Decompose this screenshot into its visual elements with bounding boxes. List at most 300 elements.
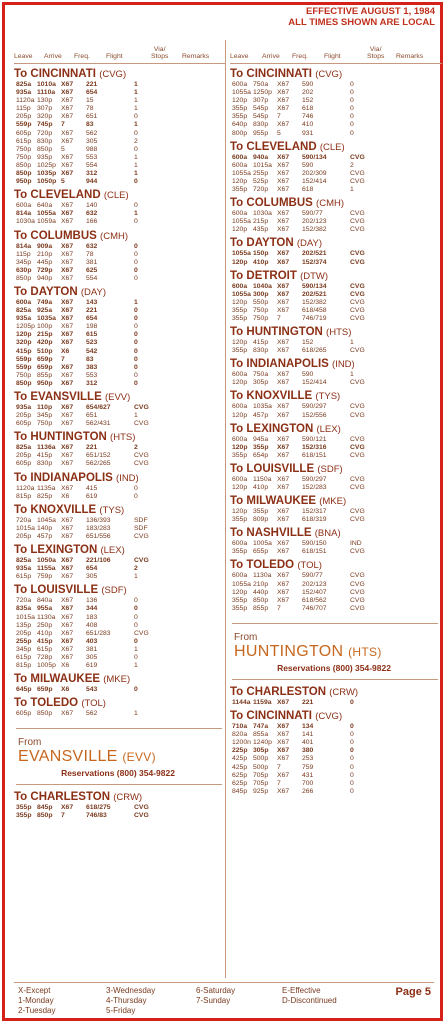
via-stops: 0 [134,178,138,186]
frequency: 5 [277,129,281,137]
via-stops: 0 [134,363,138,371]
frequency: X67 [277,451,290,459]
via-stops: 1 [134,573,138,581]
arrive-time: 759p [37,573,53,581]
frequency: X67 [277,787,290,795]
via-stops: 0 [134,266,138,274]
leave-time: 615p [16,573,32,581]
via-stops: CVG [350,282,365,290]
arrive-time: 500p [253,755,269,763]
arrive-time: 750a [253,81,269,88]
via-stops: 0 [134,129,138,137]
flight-row [232,218,442,226]
leave-time: 355p [16,812,32,820]
leave-time: 355p [232,516,248,524]
flight-row [16,323,226,331]
arrive-time: 750p [253,306,269,314]
flight-row [232,476,442,484]
arrive-time: 550p [253,298,269,306]
flight-number: 305 [86,573,98,581]
via-stops: 0 [134,331,138,339]
via-stops: SDF [134,516,148,524]
frequency: X67 [61,516,74,524]
flight-number: 759 [302,763,314,771]
arrive-time: 300p [253,290,269,298]
flight-row [232,780,442,788]
arrive-time: 150p [253,250,269,258]
flight-number: 590 [302,81,314,88]
leave-time: 640p [232,121,248,129]
flight-row [232,772,442,780]
flight-number: 554 [86,161,98,169]
destination-heading: To MILWAUKEE (MKE) [230,495,347,508]
via-stops: CVG [134,452,149,460]
leave-time: 1055a [232,89,251,97]
arrive-time: 415p [37,452,53,460]
leave-time: 630p [16,266,32,274]
flight-row [232,484,442,492]
destination-heading: To LEXINGTON (LEX) [14,544,125,557]
flight-number: 931 [302,129,314,137]
via-stops: 0 [134,492,138,500]
frequency: X67 [277,226,290,234]
frequency: X67 [277,379,290,387]
flight-number: 553 [86,371,98,379]
leave-time: 615p [16,653,32,661]
flight-number: 615 [86,331,98,339]
leave-time: 135p [16,621,32,629]
leave-time: 600a [16,202,32,210]
flight-row [16,573,226,581]
frequency: X67 [61,379,74,387]
flight-number: 152/316 [302,443,327,451]
legend-item: 4-Thursday [106,996,147,1005]
frequency: X67 [61,621,74,629]
flight-row [232,755,442,763]
flight-row [16,97,226,105]
via-stops: CVG [350,580,365,588]
frequency: X67 [277,588,290,596]
arrive-time: 850p [37,812,53,820]
destination-heading: To DAYTON (DAY) [230,237,323,250]
leave-time: 1205p [16,323,35,331]
via-stops: 0 [350,779,354,787]
leave-time: 559p [16,121,32,129]
flight-number: 553 [86,153,98,161]
via-stops: 0 [350,747,354,755]
flight-number: 415 [86,484,98,492]
flight-row [16,517,226,525]
leave-time: 1144a [232,698,251,706]
arrive-time: 1240p [253,739,272,747]
leave-time: 600a [232,540,248,548]
flight-row [16,533,226,541]
arrive-time: 855p [37,371,53,379]
flight-number: 136/393 [86,516,111,524]
leave-time: 355p [232,314,248,322]
local-times-note: ALL TIMES SHOWN ARE LOCAL [288,17,435,28]
destination-heading: To TOLEDO (TOL) [230,559,322,572]
flight-row [16,89,226,97]
frequency: X67 [277,153,290,161]
leave-time: 1200n [232,739,251,747]
flight-number: 183/283 [86,524,111,532]
leave-time: 845p [232,787,248,795]
arrive-time: 440p [253,588,269,596]
frequency: X67 [61,323,74,331]
flight-number: 618/265 [302,347,327,355]
via-stops: 0 [134,323,138,331]
flight-number: 410 [302,121,314,129]
flight-number: 632 [86,210,98,218]
flight-number: 183 [86,613,98,621]
flight-row [16,654,226,662]
frequency: X67 [277,121,290,129]
via-stops: 2 [134,444,138,452]
flight-number: 134 [302,723,314,731]
arrive-time: 307p [253,97,269,105]
flight-row [16,259,226,267]
via-stops: CVG [350,508,365,516]
via-stops: 0 [350,105,354,113]
right-schedule [230,68,442,613]
via-stops: 0 [350,97,354,105]
leave-time: 750p [16,145,32,153]
leave-time: 825a [16,557,32,565]
arrive-time: 809p [253,516,269,524]
arrive-time: 210p [37,250,53,258]
flight-number: 152/374 [302,258,327,266]
flight-row [16,113,226,121]
flight-row [232,723,442,731]
leave-time: 935a [16,404,32,411]
leave-time: 1120a [16,97,35,105]
arrive-time: 640a [37,202,53,210]
frequency: X67 [61,557,74,565]
arrive-time: 729p [37,266,53,274]
arrive-time: 830p [253,121,269,129]
flight-row [16,299,226,307]
leave-time: 255p [16,637,32,645]
arrive-time: 250p [37,621,53,629]
arrive-time: 659p [37,686,53,694]
arrive-time: 305p [253,747,269,755]
flight-row [232,130,442,138]
arrive-time: 525p [253,177,269,185]
flight-row [232,226,442,234]
arrive-time: 1050p [37,178,57,186]
flight-row [232,788,442,796]
flight-number: 141 [302,731,314,739]
arrive-time: 830p [37,137,53,145]
via-stops: 1 [134,210,138,218]
flight-number: 152 [302,97,314,105]
frequency: 5 [61,178,65,186]
flight-number: 651/283 [86,629,111,637]
frequency: X67 [61,105,74,113]
flight-number: 202/521 [302,250,327,258]
via-stops: 0 [134,621,138,629]
via-stops: CVG [350,451,365,459]
flight-row [232,589,442,597]
flight-number: 619 [86,662,98,670]
frequency: X67 [61,444,74,452]
frequency: 7 [277,763,281,771]
from-label: From [234,631,258,643]
via-stops: 0 [134,484,138,492]
flight-number: 401 [302,739,314,747]
via-stops: 0 [134,242,138,250]
via-stops: CVG [350,258,365,266]
header-leave: Leave [230,53,249,60]
flight-row [16,202,226,210]
frequency: X67 [61,170,74,178]
frequency: X67 [277,169,290,177]
flight-row [16,638,226,646]
via-stops: 0 [134,371,138,379]
header-arrive: Arrive [262,53,280,60]
flight-row [16,218,226,226]
arrive-time: 307p [37,105,53,113]
arrive-time: 210p [253,580,269,588]
header-flight: Flight [324,53,341,60]
leave-time: 825a [16,81,32,88]
flight-number: 152/382 [302,298,327,306]
flight-row [232,516,442,524]
frequency: X67 [277,443,290,451]
flight-number: 221/106 [86,557,111,565]
frequency: X67 [277,731,290,739]
via-stops: CVG [350,435,365,443]
flight-row [16,372,226,380]
leave-time: 1055a [232,169,251,177]
frequency: X67 [61,339,74,347]
via-stops: 1 [134,662,138,670]
arrive-time: 705p [253,771,269,779]
flight-row [232,162,442,170]
via-stops: 0 [134,347,138,355]
flight-row [232,315,442,323]
flight-row [232,699,442,707]
flight-row [232,283,442,291]
arrive-time: 935p [37,153,53,161]
arrive-time: 850p [37,145,53,153]
leave-time: 559p [16,363,32,371]
arrive-time: 925a [37,307,53,315]
flight-row [232,154,442,162]
leave-time: 950p [16,178,32,186]
via-stops: CVG [350,153,365,161]
frequency: X67 [277,698,290,706]
right-column [230,40,442,796]
flight-row [16,557,226,565]
flight-row [16,356,226,364]
flight-number: 590/121 [302,435,327,443]
flight-number: 166 [86,218,98,226]
arrive-time: 845p [37,804,53,812]
frequency: X67 [277,747,290,755]
arrive-time: 909a [37,242,53,250]
leave-time: 600a [16,298,32,306]
arrive-time: 720p [253,186,269,194]
flight-row [16,812,226,820]
leave-time: 115p [16,105,31,113]
flight-row [232,371,442,379]
arrive-time: 728p [37,653,53,661]
arrive-time: 750a [253,371,269,379]
flight-number: 618/458 [302,306,327,314]
via-stops: 0 [134,653,138,661]
header-remarks: Remarks [396,53,424,60]
via-stops: CVG [350,596,365,604]
via-stops: 1 [134,710,138,718]
leave-time: 559p [16,355,32,363]
frequency: X67 [277,161,290,169]
flight-row [16,710,226,718]
effective-note [288,6,435,28]
destination-heading: To DETROIT (DTW) [230,269,329,282]
flight-row [16,243,226,251]
leave-time: 645p [16,686,32,694]
leave-time: 115p [16,250,31,258]
via-stops: 0 [350,755,354,763]
flight-number: 651/152 [86,452,111,460]
via-stops: 0 [134,274,138,282]
leave-time: 1055a [232,250,251,258]
arrive-time: 855p [253,604,269,612]
flight-row [232,113,442,121]
frequency: X67 [61,113,74,121]
flight-row [16,348,226,356]
frequency: X67 [61,129,74,137]
flight-number: 152/407 [302,588,327,596]
frequency: X67 [277,435,290,443]
leave-time: 205p [16,113,32,121]
evansville-schedule [14,791,226,820]
leave-time: 355p [232,105,248,113]
flight-number: 78 [86,250,94,258]
via-stops: CVG [350,210,365,218]
arrive-time: 955a [37,605,53,613]
flight-number: 618/151 [302,451,327,459]
flight-number: 253 [302,755,314,763]
flight-number: 988 [86,145,98,153]
legend-item: 5-Friday [106,1006,136,1015]
frequency: X67 [61,653,74,661]
from-city: EVANSVILLE (EVV) [18,748,156,766]
destination-heading: To KNOXVILLE (TYS) [230,390,341,403]
via-stops: 0 [350,698,354,706]
leave-time: 205p [16,452,32,460]
flight-number: 305 [86,137,98,145]
from-city: HUNTINGTON (HTS) [234,642,382,660]
arrive-time: 925p [253,787,269,795]
via-stops: 0 [350,89,354,97]
frequency: 5 [61,145,65,153]
leave-time: 625p [232,779,248,787]
flight-number: 651 [86,412,98,420]
leave-time: 1055a [232,290,251,298]
leave-time: 355p [232,113,248,121]
frequency: X67 [61,532,74,540]
arrive-time: 415p [253,339,269,347]
via-stops: CVG [350,379,365,387]
header-via-stops: Via/ Stops [367,46,385,60]
frequency: X67 [61,89,74,97]
leave-time: 935a [16,315,32,323]
frequency: X67 [61,460,74,468]
via-stops: 0 [350,723,354,731]
via-stops: CVG [350,403,365,411]
via-stops: CVG [134,460,149,468]
frequency: 7 [61,812,65,820]
frequency: X67 [277,306,290,314]
leave-time: 720a [16,597,32,605]
leave-time: 355p [232,596,248,604]
flight-row [232,89,442,97]
arrive-time: 130p [37,97,53,105]
leave-time: 825a [16,307,32,315]
via-stops: 0 [350,121,354,129]
flight-number: 431 [302,771,314,779]
page-number: Page 5 [395,986,431,998]
leave-time: 1015a [16,524,35,532]
flight-row [16,275,226,283]
arrive-time: 659p [37,355,53,363]
from-label: From [18,737,42,749]
arrive-time: 950p [37,379,53,387]
arrive-time: 830p [37,460,53,468]
flight-number: 651/556 [86,532,111,540]
via-stops: CVG [134,804,149,812]
via-stops: 0 [134,605,138,613]
flight-row [16,105,226,113]
frequency: X67 [277,508,290,516]
destination-heading: To KNOXVILLE (TYS) [14,503,125,516]
leave-time: 850p [16,379,32,387]
via-stops: 2 [134,565,138,573]
leave-time: 1055a [232,218,251,226]
leave-time: 355p [232,186,248,194]
destination-heading: To CLEVELAND (CLE) [14,189,129,202]
via-stops: 0 [134,355,138,363]
leave-time: 825a [16,444,32,452]
legend-item: 2-Tuesday [18,1006,56,1015]
flight-row [232,436,442,444]
flight-row [232,581,442,589]
flight-row [16,251,226,259]
arrive-time: 750p [253,314,269,322]
flight-number: 590 [302,161,314,169]
via-stops: CVG [350,572,365,580]
flight-number: 312 [86,170,98,178]
frequency: X67 [277,371,290,379]
frequency: X67 [61,258,74,266]
arrive-time: 457p [37,532,53,540]
flight-number: 562 [86,710,98,718]
via-stops: CVG [350,290,365,298]
via-stops: 1 [134,105,138,113]
frequency: X67 [61,266,74,274]
arrive-time: 255p [253,169,269,177]
arrive-time: 1059a [37,218,56,226]
arrive-time: 1135a [37,484,56,492]
flight-row [232,605,442,613]
leave-time: 355p [232,548,248,556]
flight-row [16,364,226,372]
via-stops: 2 [134,137,138,145]
leave-time: 600a [232,475,248,483]
